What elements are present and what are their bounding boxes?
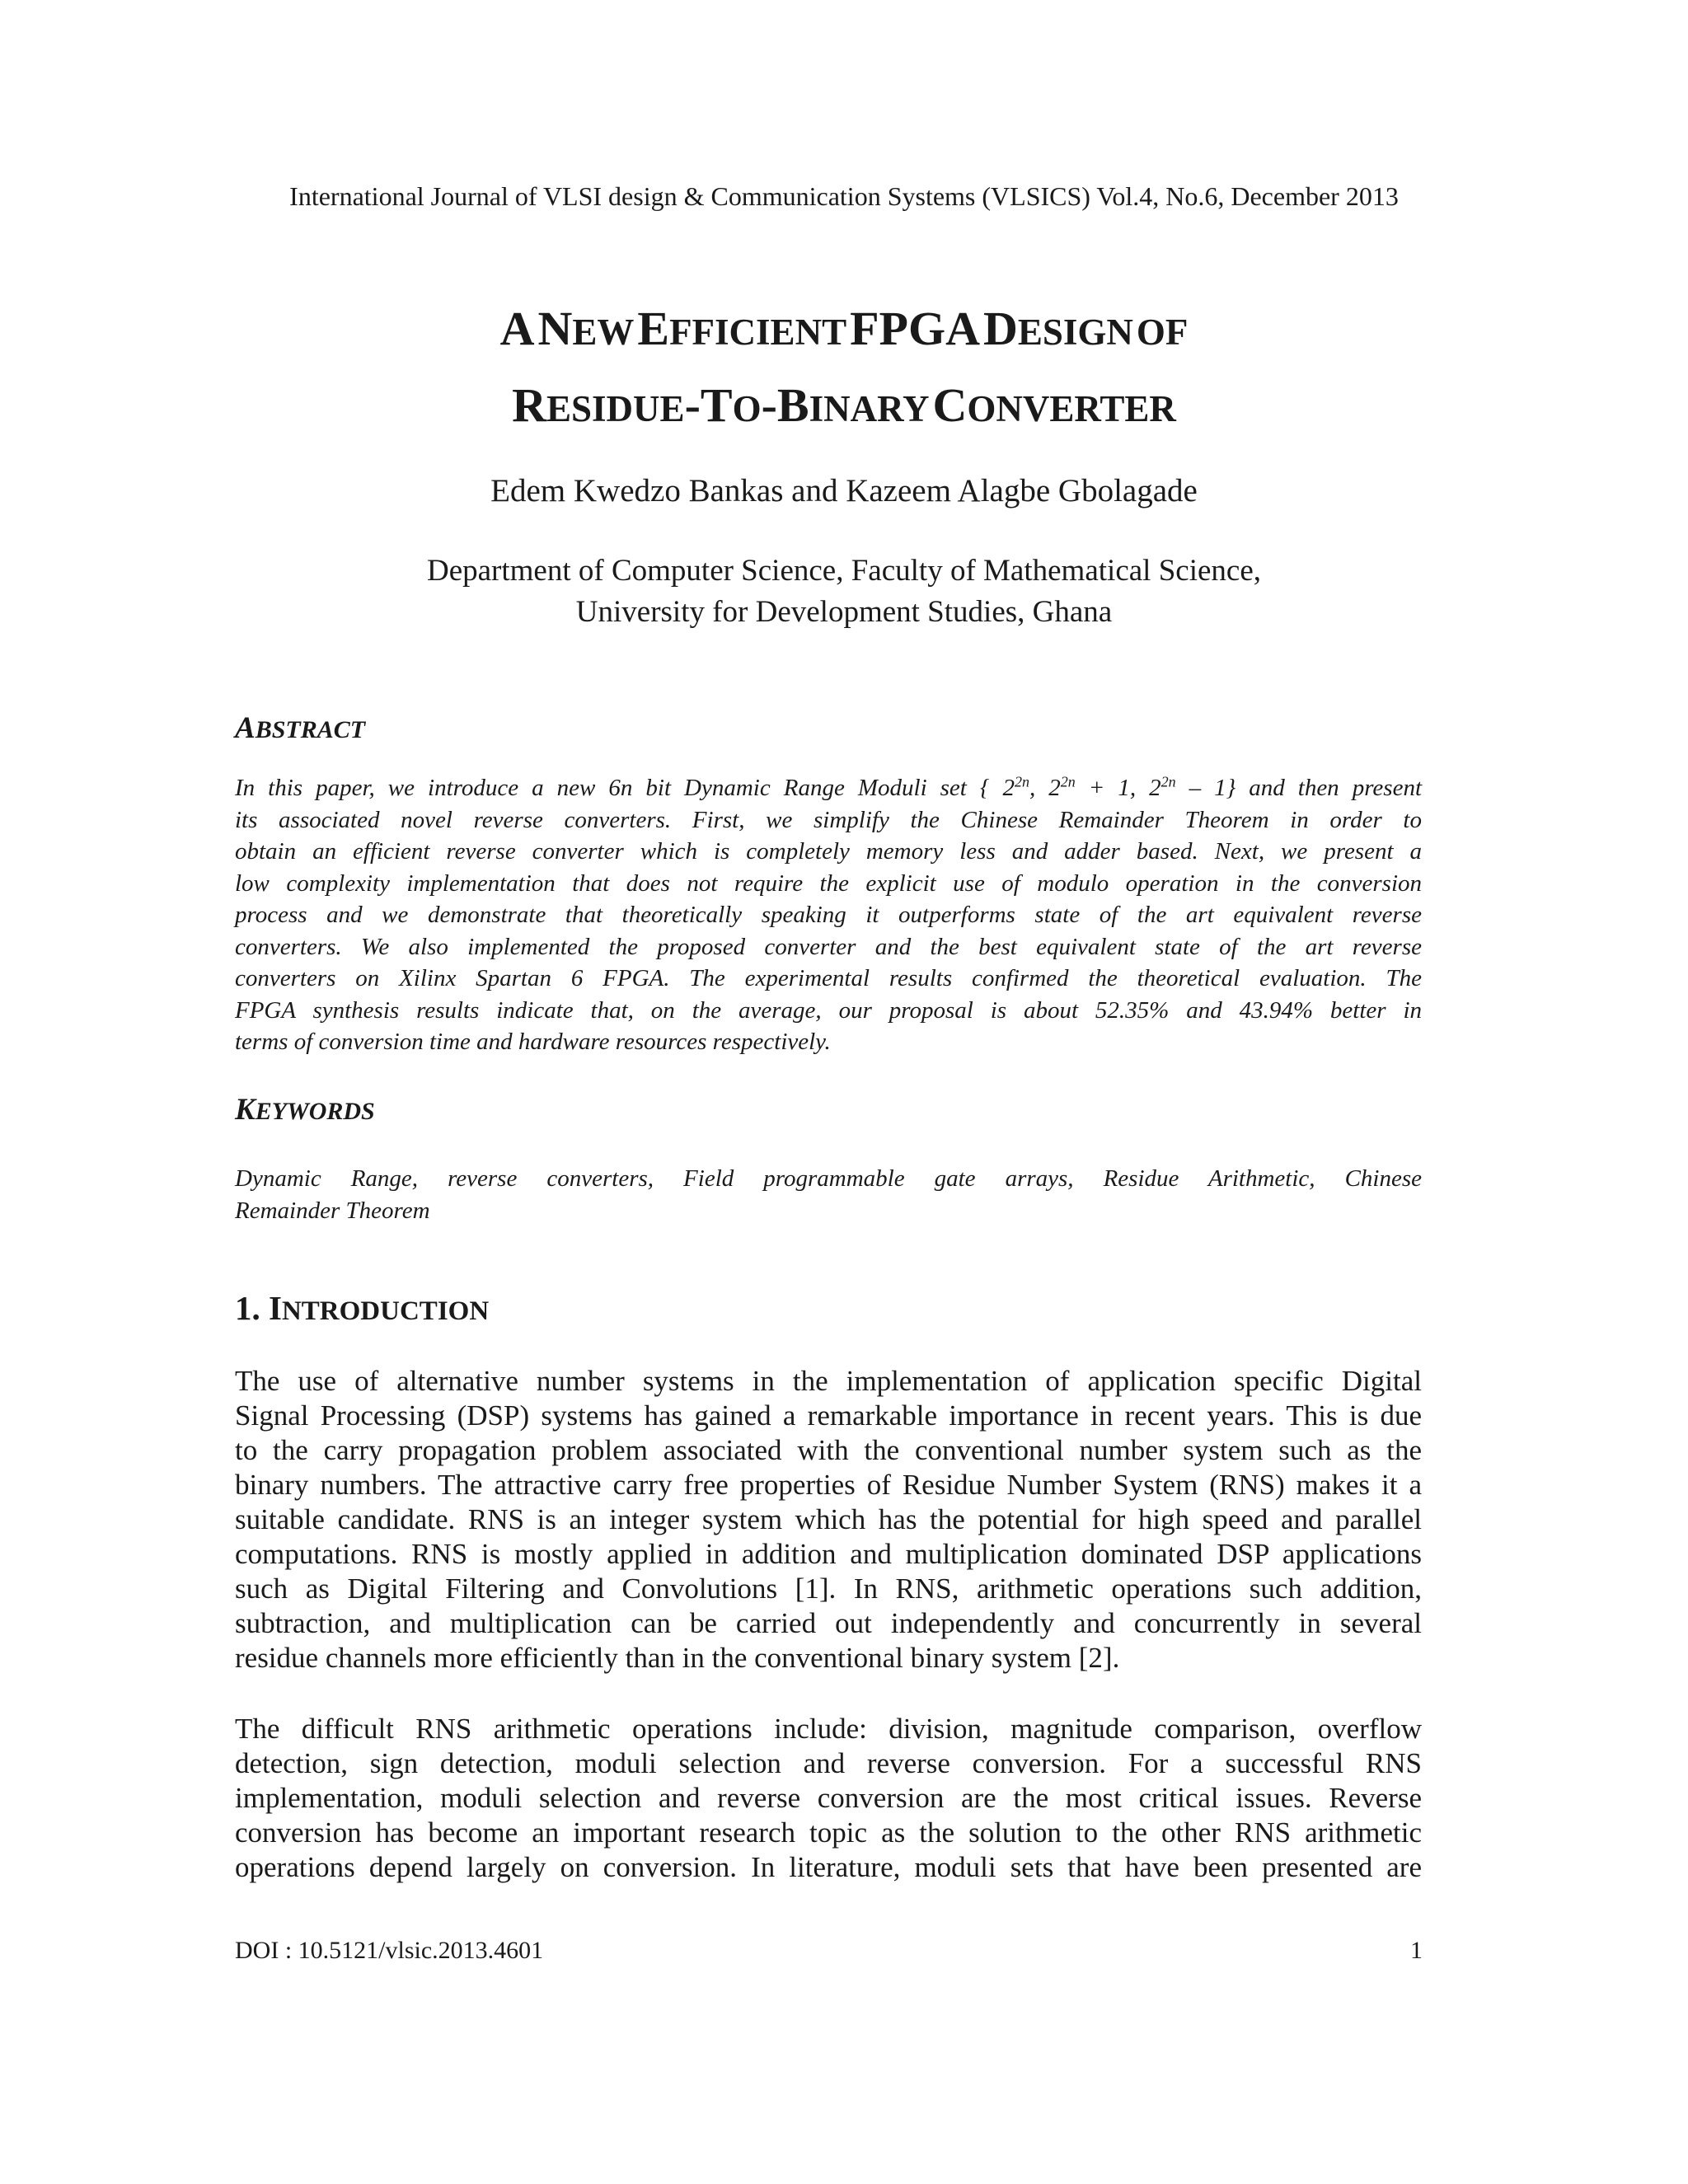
running-header: International Journal of VLSI design & Communication Systems (VLSICS) Vol.4, No.6, December 2013 (289, 181, 1399, 211)
title-word: EFFICIENT (637, 302, 847, 355)
footer-doi: DOI : 10.5121/vlsic.2013.4601 (235, 1937, 544, 1964)
body-line: The use of alternative number systems in the implementation of application specific Digital (235, 1365, 1422, 1397)
keywords-line: Dynamic Range, reverse converters, Field programmable gate arrays, Residue Arithmetic, Chinese (235, 1165, 1422, 1192)
title-word: DESIGN (982, 302, 1133, 355)
keywords-body (235, 1163, 1422, 1226)
body-line: detection, sign detection, moduli selection and reverse conversion. For a successful RNS (235, 1747, 1422, 1779)
abstract-line: process and we demonstrate that theoretically speaking it outperforms state of the art equivalent reverse (235, 902, 1422, 928)
title-word: NEW (537, 302, 635, 355)
body-line: Signal Processing (DSP) systems has gained a remarkable importance in recent years. This is due (235, 1399, 1422, 1432)
affiliation-line: University for Development Studies, Ghana (575, 595, 1113, 629)
body-line: binary numbers. The attractive carry free properties of Residue Number System (RNS) makes it a (235, 1469, 1422, 1501)
paper-title (0, 297, 1688, 450)
title-word: A (499, 302, 535, 355)
abstract-line: FPGA synthesis results indicate that, on the average, our proposal is about 52.35% and 43.94% better in (235, 996, 1422, 1024)
abstract-line: its associated novel reverse converters. First, we simplify the Chinese Remainder Theorem in order to (235, 806, 1422, 833)
affiliation (0, 551, 1688, 633)
introduction-paragraph-1 (235, 1364, 1422, 1675)
abstract-line: terms of conversion time and hardware resources respectively. (235, 1029, 831, 1055)
abstract-line: low complexity implementation that does not require the explicit use of modulo operation in the conversion (235, 869, 1422, 897)
title-word: OF (1136, 312, 1189, 353)
title-word: RESIDUE-TO-BINARY (512, 378, 930, 432)
title-line-2 (0, 373, 1688, 450)
body-line: such as Digital Filtering and Convolutions [1]. In RNS, arithmetic operations such addition, (235, 1572, 1422, 1605)
abstract-line: In this paper, we introduce a new 6n bit Dynamic Range Moduli set { $2^{2n}$, $2^{2n} + 1$, $2^{2n} - 1$} and then present (235, 773, 1423, 801)
body-line: computations. RNS is mostly applied in addition and multiplication dominated DSP applications (235, 1538, 1422, 1570)
title-line-1 (0, 297, 1688, 373)
introduction-heading: 1. INTRODUCTION (235, 1289, 490, 1327)
title-word: CONVERTER (932, 378, 1176, 432)
body-line: to the carry propagation problem associated with the conventional number system such as the (235, 1434, 1422, 1466)
keywords-heading: KEYWORDS (235, 1093, 375, 1127)
title-word: FPGA (850, 302, 980, 355)
authors: Edem Kwedzo Bankas and Kazeem Alagbe Gbolagade (490, 473, 1198, 509)
abstract-body (235, 772, 1422, 1058)
affiliation-line: Department of Computer Science, Faculty of Mathematical Science, (426, 554, 1261, 588)
abstract-heading: ABSTRACT (235, 711, 366, 745)
body-line: residue channels more efficiently than in the conventional binary system [2]. (235, 1642, 1120, 1674)
body-line: conversion has become an important research topic as the solution to the other RNS arithmetic (235, 1816, 1422, 1849)
body-line: implementation, moduli selection and reverse conversion are the most critical issues. Reverse (235, 1782, 1422, 1814)
abstract-line: obtain an efficient reverse converter which is completely memory less and adder based. Next, we present a (235, 838, 1422, 865)
abstract-line: converters. We also implemented the proposed converter and the best equivalent state of the art reverse (235, 933, 1422, 960)
introduction-paragraph-2 (235, 1712, 1422, 1885)
abstract-line: converters on Xilinx Spartan 6 FPGA. The experimental results confirmed the theoretical evaluation. The (235, 965, 1422, 991)
page-number: 1 (1410, 1937, 1423, 1964)
body-line: The difficult RNS arithmetic operations include: division, magnitude comparison, overflow (235, 1713, 1422, 1745)
body-line: suitable candidate. RNS is an integer system which has the potential for high speed and parallel (235, 1503, 1422, 1535)
body-line: operations depend largely on conversion. In literature, moduli sets that have been presented are (235, 1851, 1422, 1883)
keywords-line: Remainder Theorem (235, 1197, 430, 1224)
body-line: subtraction, and multiplication can be carried out independently and concurrently in several (235, 1607, 1422, 1639)
